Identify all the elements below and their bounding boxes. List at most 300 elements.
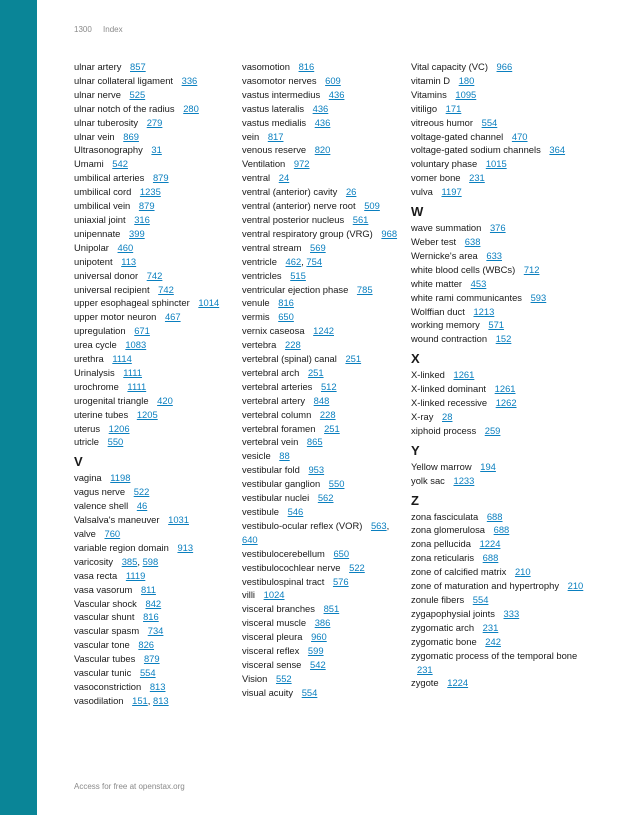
page-link[interactable]: 1233 <box>453 474 475 486</box>
page-link[interactable]: 857 <box>130 61 146 72</box>
index-entry <box>242 505 402 519</box>
index-term: utricle <box>74 436 100 448</box>
page-link[interactable]: 554 <box>139 667 156 679</box>
page-link[interactable]: 1111 <box>123 366 143 378</box>
page-link[interactable]: 972 <box>293 158 310 170</box>
page-link[interactable]: 420 <box>157 394 173 406</box>
index-term: X-linked recessive <box>411 397 488 409</box>
page-link[interactable]: 1111 <box>127 380 147 392</box>
index-entry <box>411 523 586 537</box>
page-link[interactable]: 813 <box>149 680 166 692</box>
page-link[interactable]: 576 <box>332 575 349 587</box>
page-link[interactable]: 598 <box>142 555 159 567</box>
index-entry <box>74 171 234 185</box>
page-link[interactable]: 386 <box>314 617 331 629</box>
index-entry <box>242 686 402 700</box>
index-term: voltage-gated sodium channels <box>411 144 541 156</box>
index-term: ulnar tuberosity <box>74 116 139 128</box>
page-link[interactable]: 364 <box>549 144 566 156</box>
page-link[interactable]: 279 <box>146 116 163 128</box>
page-link[interactable]: 470 <box>511 130 528 142</box>
index-term: vermis <box>242 311 270 323</box>
page-link[interactable]: 742 <box>146 269 163 281</box>
index-term: uterine tubes <box>74 408 129 420</box>
index-term: visceral muscle <box>242 617 307 629</box>
page-link[interactable]: 609 <box>325 74 341 86</box>
page-link[interactable]: 742 <box>158 283 174 295</box>
index-entry <box>411 635 586 649</box>
index-entry <box>242 616 402 630</box>
page-link[interactable]: 879 <box>152 172 169 184</box>
index-term: visual acuity <box>242 686 294 698</box>
page-link[interactable]: 785 <box>356 283 373 295</box>
page-link[interactable]: 251 <box>307 366 324 378</box>
index-term: Umami <box>74 158 104 170</box>
index-term: zona glomerulosa <box>411 524 486 536</box>
page-link[interactable]: 754 <box>306 255 323 267</box>
index-term: ulnar vein <box>74 130 115 142</box>
page-link[interactable]: 842 <box>145 597 162 609</box>
page-link[interactable]: 734 <box>147 625 164 637</box>
index-term: visceral sense <box>242 658 302 670</box>
page-link[interactable]: 210 <box>567 580 584 592</box>
index-term: vascular spasm <box>74 625 140 637</box>
page-link[interactable]: 671 <box>134 325 150 337</box>
index-term: zygomatic process of the temporal bone <box>411 649 578 661</box>
page-link[interactable]: 1224 <box>479 538 501 550</box>
index-term: Unipolar <box>74 241 109 253</box>
page-link[interactable]: 1198 <box>110 472 131 484</box>
page-link[interactable]: 817 <box>267 130 284 142</box>
page-link[interactable]: 879 <box>138 200 155 212</box>
page-link[interactable]: 316 <box>134 213 150 225</box>
page-link[interactable]: 1206 <box>108 422 130 434</box>
index-entry <box>74 694 234 708</box>
index-term: zone of maturation and hypertrophy <box>411 580 560 592</box>
page-link[interactable]: 760 <box>104 528 121 539</box>
page-link[interactable]: 1114 <box>112 353 132 365</box>
index-entry <box>74 88 234 102</box>
index-entry <box>74 310 234 324</box>
page-link[interactable]: 1014 <box>198 297 220 309</box>
index-entry <box>74 624 234 638</box>
page-link[interactable]: 820 <box>314 144 331 156</box>
page-link[interactable]: 1015 <box>485 158 507 170</box>
page-link[interactable]: 436 <box>312 102 329 114</box>
page-link[interactable]: 542 <box>310 658 326 670</box>
index-term: vascular tone <box>74 639 130 651</box>
index-entry <box>411 305 586 319</box>
index-entry <box>242 575 402 589</box>
index-entry <box>411 157 586 171</box>
index-term: ulnar notch of the radius <box>74 102 175 114</box>
index-entry <box>74 666 234 680</box>
index-term: voluntary phase <box>411 158 478 170</box>
index-entry <box>242 588 402 602</box>
page-link[interactable]: 467 <box>164 311 181 323</box>
page-separator: , <box>147 694 153 706</box>
page-link[interactable]: 171 <box>445 102 462 114</box>
page-link[interactable]: 650 <box>333 547 350 559</box>
index-entry <box>242 241 402 255</box>
index-term: vasa recta <box>74 569 118 581</box>
page-link[interactable]: 552 <box>275 672 292 684</box>
page-link[interactable]: 336 <box>181 74 198 86</box>
index-term: zone of calcified matrix <box>411 566 507 578</box>
page-link[interactable]: 231 <box>469 172 485 184</box>
page-link[interactable]: 251 <box>345 353 362 365</box>
index-entry <box>74 366 234 380</box>
index-entry <box>411 60 586 74</box>
page-link[interactable]: 688 <box>482 552 499 564</box>
index-term: varicosity <box>74 555 114 567</box>
index-entry <box>242 310 402 324</box>
index-entry <box>242 658 402 672</box>
index-term: ventral <box>242 172 271 184</box>
index-entry <box>74 597 234 611</box>
index-entry <box>411 332 586 346</box>
page-link[interactable]: 554 <box>472 594 489 605</box>
page-separator: , <box>137 555 143 567</box>
index-term: Urinalysis <box>74 366 115 378</box>
page-link[interactable]: 960 <box>311 631 327 643</box>
page-link[interactable]: 453 <box>470 277 487 289</box>
index-term: umbilical cord <box>74 186 132 198</box>
index-term: vastus intermedius <box>242 88 321 100</box>
index-entry <box>242 477 402 491</box>
index-entry <box>242 491 402 505</box>
index-term: vasa vasorum <box>74 583 133 595</box>
page-link[interactable]: 1235 <box>139 186 161 198</box>
page-link[interactable]: 376 <box>489 222 506 234</box>
page-link[interactable]: 231 <box>482 621 499 633</box>
index-term: urethra <box>74 353 104 365</box>
index-entry <box>411 88 586 102</box>
index-entry <box>411 368 586 382</box>
index-entry <box>74 435 234 449</box>
index-term: visceral reflex <box>242 645 300 657</box>
index-entry <box>74 380 234 394</box>
index-entry <box>411 621 586 635</box>
index-term: valve <box>74 528 96 539</box>
index-entry <box>74 338 234 352</box>
page-link[interactable]: 953 <box>308 464 325 476</box>
index-term: white matter <box>411 277 463 289</box>
index-term: visceral pleura <box>242 631 303 643</box>
page-link[interactable]: 24 <box>278 172 290 184</box>
page-link[interactable]: 688 <box>486 510 503 522</box>
index-term: valence shell <box>74 500 129 512</box>
page-link[interactable]: 525 <box>129 88 146 100</box>
index-term: vertebral foramen <box>242 422 316 434</box>
index-entry <box>74 60 234 74</box>
index-term: umbilical vein <box>74 200 131 212</box>
page-link[interactable]: 638 <box>464 235 481 247</box>
index-term: vagus nerve <box>74 486 126 498</box>
page-link[interactable]: 569 <box>310 241 326 253</box>
page-link[interactable]: 913 <box>177 541 194 553</box>
index-term: villi <box>242 589 256 601</box>
index-entry <box>74 652 234 666</box>
index-term: ventral posterior nucleus <box>242 213 345 225</box>
page-link[interactable]: 210 <box>514 566 531 578</box>
index-term: vestibular ganglion <box>242 478 321 490</box>
page-link[interactable]: 259 <box>484 424 501 436</box>
page-link[interactable]: 180 <box>458 74 475 86</box>
page-link[interactable]: 399 <box>129 227 145 239</box>
index-term: venous reserve <box>242 144 307 156</box>
page-link[interactable]: 194 <box>480 460 496 472</box>
index-term: Ventilation <box>242 158 286 170</box>
page-link[interactable]: 515 <box>290 269 306 281</box>
index-entry <box>242 102 402 116</box>
page-link[interactable]: 554 <box>481 116 498 128</box>
index-term: uterus <box>74 422 101 434</box>
index-entry <box>74 157 234 171</box>
index-entry <box>74 143 234 157</box>
index-entry <box>242 199 402 213</box>
page-link[interactable]: 816 <box>298 61 315 72</box>
index-term: X-linked <box>411 369 445 381</box>
page-link[interactable]: 1119 <box>125 569 146 581</box>
page-link[interactable]: 231 <box>417 663 433 675</box>
index-term: vestibulo-ocular reflex (VOR) <box>242 519 363 531</box>
page-link[interactable]: 1095 <box>455 88 477 100</box>
index-term: zona fasciculata <box>411 510 479 522</box>
index-entry <box>74 269 234 283</box>
page-link[interactable]: 385 <box>121 555 138 567</box>
index-term: wave summation <box>411 222 482 234</box>
page-link[interactable]: 1197 <box>441 186 462 198</box>
page-link[interactable]: 593 <box>530 291 547 303</box>
index-term: vertebral vein <box>242 436 299 448</box>
index-entry <box>74 352 234 366</box>
index-entry <box>411 185 586 199</box>
index-term: zygomatic arch <box>411 621 475 633</box>
page-link[interactable]: 522 <box>133 486 150 498</box>
page-link[interactable]: 31 <box>151 144 162 156</box>
page-link[interactable]: 228 <box>319 408 336 420</box>
index-entry <box>411 249 586 263</box>
index-term: vastus lateralis <box>242 102 305 114</box>
index-column-3 <box>411 60 586 690</box>
index-entry <box>242 463 402 477</box>
page-link[interactable]: 879 <box>143 653 160 665</box>
index-term: urochrome <box>74 380 119 392</box>
index-entry <box>411 318 586 332</box>
page-link[interactable]: 1083 <box>125 339 147 351</box>
page-link[interactable]: 865 <box>306 436 323 448</box>
index-entry <box>74 638 234 652</box>
page-link[interactable]: 813 <box>153 694 169 706</box>
index-entry <box>411 143 586 157</box>
page-link[interactable]: 869 <box>123 130 139 142</box>
index-term: vestibular nuclei <box>242 492 310 504</box>
page-link[interactable]: 242 <box>485 635 501 647</box>
page-link[interactable]: 550 <box>328 478 345 490</box>
page-link[interactable]: 848 <box>313 394 330 406</box>
index-entry <box>411 551 586 565</box>
index-term: urogenital triangle <box>74 394 149 406</box>
page-link[interactable]: 816 <box>278 297 294 309</box>
index-term: umbilical arteries <box>74 172 145 184</box>
index-entry <box>411 565 586 579</box>
index-term: X-linked dominant <box>411 383 487 395</box>
index-entry <box>411 116 586 130</box>
page-link[interactable]: 968 <box>381 227 398 239</box>
index-term: zona reticularis <box>411 552 475 564</box>
index-letter-heading: X <box>411 351 420 367</box>
page-link[interactable]: 546 <box>287 506 304 517</box>
page-link[interactable]: 522 <box>349 561 365 573</box>
index-term: vernix caseosa <box>242 325 305 337</box>
page-link[interactable]: 462 <box>285 255 302 267</box>
page-link[interactable]: 88 <box>279 450 290 462</box>
index-entry <box>411 396 586 410</box>
section-title: Index <box>103 25 123 34</box>
index-entry <box>242 366 402 380</box>
page-link[interactable]: 333 <box>503 607 520 619</box>
index-term: vertebral arteries <box>242 380 313 392</box>
page-link[interactable]: 228 <box>285 339 301 351</box>
index-term: variable region domain <box>74 541 169 553</box>
index-term: Yellow marrow <box>411 460 472 472</box>
index-term: ventral (anterior) nerve root <box>242 200 356 212</box>
page-link[interactable]: 152 <box>495 333 512 345</box>
page-link[interactable]: 633 <box>486 249 503 261</box>
index-term: Wernicke's area <box>411 249 478 261</box>
index-entry <box>411 74 586 88</box>
index-entry <box>74 255 234 269</box>
page-link[interactable]: 436 <box>314 116 331 128</box>
page-link[interactable]: 1213 <box>473 305 495 317</box>
page-link[interactable]: 851 <box>323 603 340 615</box>
page-link[interactable]: 28 <box>442 410 453 422</box>
page-link[interactable]: 571 <box>488 319 505 331</box>
index-term: universal donor <box>74 269 139 281</box>
index-letter-heading: Z <box>411 492 419 508</box>
page-link[interactable]: 1031 <box>168 514 189 526</box>
index-term: vagina <box>74 472 102 484</box>
page-link[interactable]: 151 <box>132 694 148 706</box>
page-link[interactable]: 1261 <box>453 369 475 381</box>
index-entry <box>74 680 234 694</box>
page-link[interactable]: 280 <box>183 102 199 114</box>
page-link[interactable]: 113 <box>121 255 137 267</box>
page-link[interactable]: 542 <box>112 158 128 170</box>
page-link[interactable]: 811 <box>140 583 156 595</box>
index-term: vastus medialis <box>242 116 307 128</box>
index-term: vascular shunt <box>74 611 135 623</box>
index-term: yolk sac <box>411 474 445 486</box>
index-term: zygomatic bone <box>411 635 477 647</box>
page-link[interactable]: 26 <box>345 186 357 198</box>
index-entry <box>411 102 586 116</box>
index-entry <box>242 213 402 227</box>
index-entry <box>74 241 234 255</box>
page-link[interactable]: 966 <box>496 61 513 72</box>
index-entry <box>242 380 402 394</box>
index-term: unipotent <box>74 255 113 267</box>
index-entry <box>242 171 402 185</box>
index-column-1 <box>74 60 234 708</box>
index-entry <box>411 649 586 677</box>
page-link[interactable]: 562 <box>317 492 334 504</box>
index-term: Vital capacity (VC) <box>411 61 488 72</box>
page-link[interactable]: 1024 <box>263 589 285 601</box>
page-link[interactable]: 1224 <box>447 677 469 689</box>
index-term: vestibulospinal tract <box>242 575 325 587</box>
page-link[interactable]: 46 <box>136 500 148 512</box>
index-entry <box>411 474 586 488</box>
sidebar-stripe <box>0 0 37 815</box>
page-link[interactable]: 509 <box>364 200 380 212</box>
index-entry <box>411 537 586 551</box>
page-link[interactable]: 650 <box>278 311 294 323</box>
index-term: universal recipient <box>74 283 150 295</box>
index-entry <box>242 449 402 463</box>
index-entry <box>242 547 402 561</box>
index-term: vestibular fold <box>242 464 300 476</box>
index-entry <box>74 513 234 527</box>
page-link[interactable]: 554 <box>301 686 318 698</box>
page-link[interactable]: 1242 <box>313 325 334 337</box>
page-link[interactable]: 251 <box>324 422 340 434</box>
page-link[interactable]: 1262 <box>495 397 517 409</box>
index-entry <box>74 283 234 297</box>
page-link[interactable]: 599 <box>307 645 324 657</box>
page-link[interactable]: 550 <box>107 436 124 448</box>
index-entry <box>242 60 402 74</box>
page-link[interactable]: 563 <box>370 519 387 531</box>
page-link[interactable]: 561 <box>352 213 369 225</box>
page-link[interactable]: 512 <box>320 380 337 392</box>
index-term: Vitamins <box>411 88 447 100</box>
index-term: vesicle <box>242 450 271 462</box>
page-link[interactable]: 436 <box>328 88 345 100</box>
index-entry <box>411 221 586 235</box>
page-link[interactable]: 712 <box>523 263 540 275</box>
page-link[interactable]: 688 <box>493 524 510 536</box>
index-entry <box>74 185 234 199</box>
index-term: zygapophysial joints <box>411 607 495 619</box>
index-term: unipennate <box>74 227 121 239</box>
index-term: wound contraction <box>411 333 488 345</box>
page-separator: , <box>386 519 390 531</box>
page-link[interactable]: 1205 <box>136 408 158 420</box>
index-entry <box>74 610 234 624</box>
index-entry <box>74 199 234 213</box>
index-term: zona pellucida <box>411 538 471 550</box>
index-term: xiphoid process <box>411 424 477 436</box>
index-entry <box>242 88 402 102</box>
index-entry <box>411 579 586 593</box>
index-term: vitreous humor <box>411 116 474 128</box>
page-link[interactable]: 460 <box>117 241 134 253</box>
index-term: vasomotion <box>242 61 290 72</box>
page-link[interactable]: 816 <box>143 611 159 623</box>
page-link[interactable]: 1261 <box>494 383 516 395</box>
page-link[interactable]: 640 <box>242 533 258 545</box>
index-entry <box>411 510 586 524</box>
index-term: vein <box>242 130 260 142</box>
index-term: Valsalva's maneuver <box>74 514 160 526</box>
page-link[interactable]: 826 <box>138 639 155 651</box>
index-term: ulnar nerve <box>74 88 121 100</box>
index-term: ventricles <box>242 269 282 281</box>
index-term: urea cycle <box>74 339 117 351</box>
index-term: vasodilation <box>74 694 124 706</box>
